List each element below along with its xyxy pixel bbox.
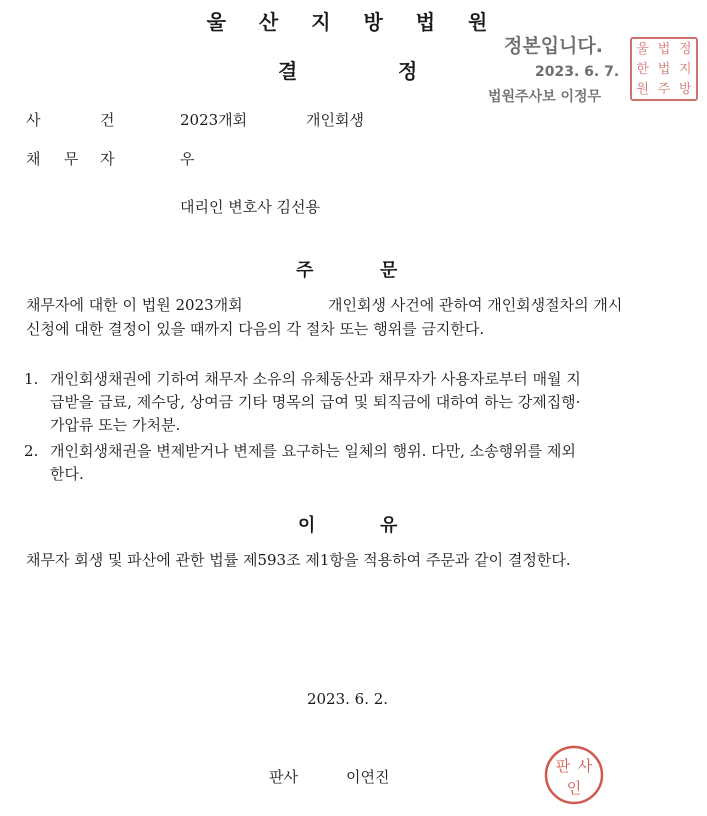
- order-heading-right: 문: [380, 260, 398, 281]
- decision-date: 2023. 6. 2.: [306, 690, 389, 708]
- debtor-agent: 대리인 변호사 김선용: [180, 198, 320, 216]
- order-item-2: [24, 440, 674, 488]
- reason-text: 채무자 회생 및 파산에 관한 법률 제593조 제1항을 적용하여 주문과 같이 결정한다.: [26, 551, 571, 569]
- order-intro-line-2: 신청에 대한 결정이 있을 때까지 다음의 각 절차 또는 행위를 금지한다.: [26, 320, 485, 338]
- judge-name: 이연진: [346, 768, 390, 786]
- seal-char: 법: [657, 41, 671, 57]
- order-item-number: 1.: [24, 370, 39, 388]
- debtor-label-1: 채: [26, 150, 41, 168]
- case-type: 개인회생: [306, 111, 364, 129]
- seal-char: 방: [679, 81, 692, 97]
- seal-char: 판: [555, 757, 571, 775]
- debtor-label-3: 자: [100, 150, 115, 168]
- seal-char: 한: [636, 61, 649, 77]
- case-label-2: 건: [100, 111, 115, 129]
- court-seal-stamp: [630, 37, 698, 101]
- seal-char: 사: [577, 757, 593, 775]
- reason-heading-left: 이: [298, 515, 316, 536]
- seal-char: 인: [566, 779, 582, 797]
- order-item-line: 개인회생채권을 변제받거나 변제를 요구하는 일체의 행위. 다만, 소송행위를 제외: [50, 442, 576, 460]
- debtor-label-2: 무: [64, 150, 79, 168]
- order-item-number: 2.: [24, 442, 39, 460]
- seal-char: 울: [636, 41, 649, 57]
- seal-char: 원: [636, 81, 649, 97]
- certified-copy-text: 정본입니다.: [504, 35, 603, 57]
- doc-title-right: 정: [398, 59, 418, 83]
- case-label-1: 사: [26, 111, 41, 129]
- order-intro-part-1: 채무자에 대한 이 법원 2023개회: [26, 296, 243, 314]
- order-item-line: 급받을 급료, 제수당, 상여금 기타 명목의 급여 및 퇴직금에 대하여 하는 강제집행·: [50, 393, 581, 411]
- order-intro-part-2: 개인회생 사건에 관하여 개인회생절차의 개시: [328, 296, 623, 314]
- judge-seal-stamp: [543, 744, 605, 806]
- reason-heading-right: 유: [380, 515, 398, 536]
- seal-char: 법: [657, 61, 671, 77]
- certification-date: 2023. 6. 7.: [535, 64, 620, 80]
- order-heading-left: 주: [296, 260, 314, 281]
- debtor-name: 우: [180, 150, 195, 168]
- judge-seal-graphic: [543, 744, 605, 806]
- seal-char: 지: [679, 61, 692, 77]
- court-name: 울 산 지 방 법 원: [206, 10, 501, 34]
- order-item-line: 가압류 또는 가처분.: [50, 416, 181, 434]
- order-item-line: 한다.: [50, 465, 84, 483]
- doc-title-left: 결: [278, 59, 298, 83]
- certification-officer: 법원주사보 이정무: [488, 89, 602, 105]
- order-item-line: 개인회생채권에 기하여 채무자 소유의 유체동산과 채무자가 사용자로부터 매월 지: [50, 370, 581, 388]
- case-number: 2023개회: [180, 111, 248, 129]
- order-item-1: [24, 368, 674, 440]
- seal-char: 정: [679, 41, 692, 57]
- seal-char: 주: [657, 81, 671, 97]
- judge-title: 판사: [269, 768, 298, 786]
